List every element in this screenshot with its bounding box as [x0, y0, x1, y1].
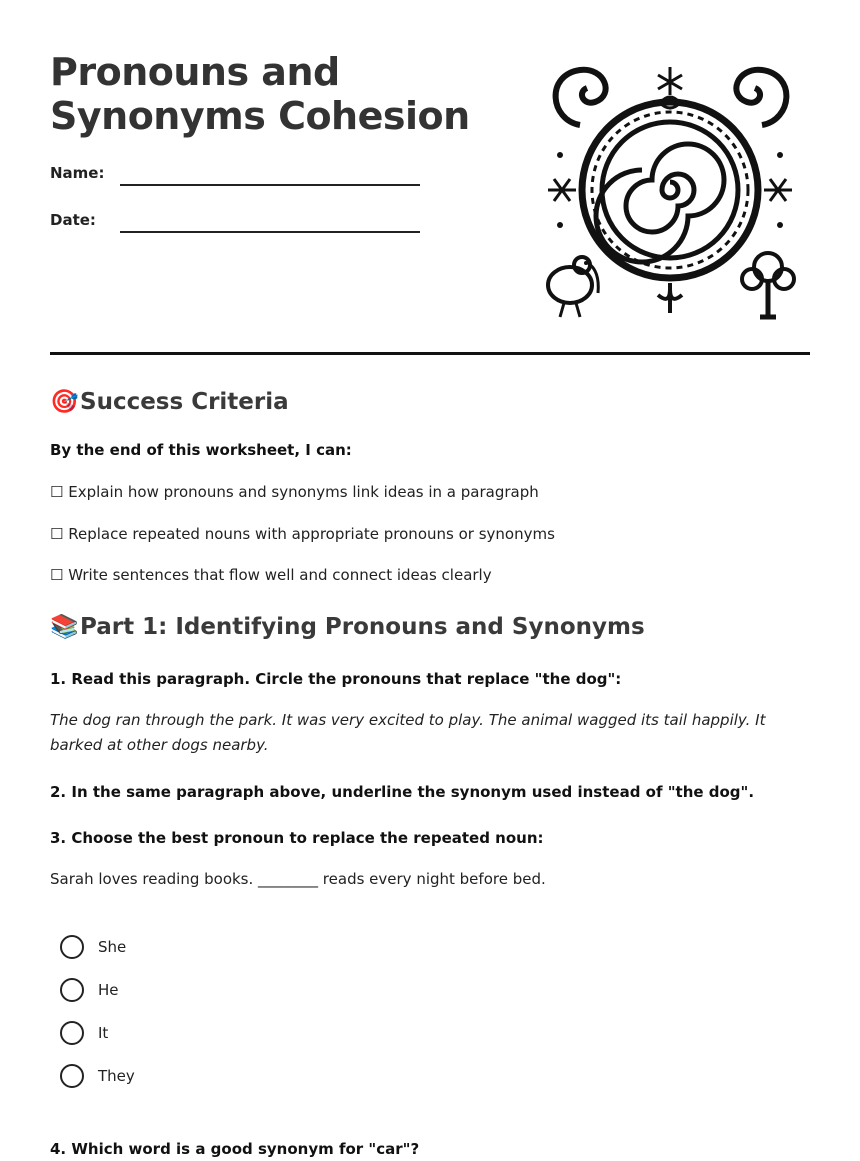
option-they[interactable]	[60, 1064, 135, 1088]
criteria-item-3[interactable]: ☐ Write sentences that flow well and connect ideas clearly	[50, 566, 492, 584]
option-it[interactable]	[60, 1021, 108, 1045]
option-label: He	[98, 981, 119, 999]
page-title: Pronouns and Synonyms Cohesion	[50, 50, 470, 138]
success-criteria-heading	[50, 388, 289, 415]
question-3: 3. Choose the best pronoun to replace the repeated noun:	[50, 829, 544, 847]
criteria-item-2[interactable]: ☐ Replace repeated nouns with appropriate pronouns or synonyms	[50, 525, 555, 543]
option-she[interactable]	[60, 935, 126, 959]
question-3-sentence: Sarah loves reading books. ________ reads every night before bed.	[50, 870, 546, 888]
question-4: 4. Which word is a good synonym for "car"?	[50, 1140, 420, 1158]
question-1-paragraph: The dog ran through the park. It was very excited to play. The animal wagged its tail happily. It barked at other dogs nearby.	[50, 711, 766, 754]
radio-button[interactable]	[60, 935, 84, 959]
question-1: 1. Read this paragraph. Circle the pronouns that replace "the dog":	[50, 670, 622, 688]
radio-button[interactable]	[60, 1021, 84, 1045]
success-criteria-title: Success Criteria	[80, 389, 289, 415]
part1-heading	[50, 613, 645, 640]
date-line[interactable]	[120, 231, 420, 233]
success-intro: By the end of this worksheet, I can:	[50, 441, 352, 459]
name-field	[50, 164, 120, 182]
date-field	[50, 211, 120, 229]
name-label: Name:	[50, 164, 105, 182]
target-icon: 🎯	[50, 389, 79, 415]
option-label: It	[98, 1024, 109, 1042]
books-icon: 📚	[50, 614, 79, 640]
option-he[interactable]	[60, 978, 119, 1002]
name-line[interactable]	[120, 184, 420, 186]
worksheet-page	[50, 0, 810, 355]
part1-title: Part 1: Identifying Pronouns and Synonyms	[80, 614, 645, 640]
date-label: Date:	[50, 211, 96, 229]
maori-koru-emblem-icon	[540, 55, 810, 325]
worksheet-header	[50, 0, 810, 355]
radio-button[interactable]	[60, 978, 84, 1002]
criteria-item-1[interactable]: ☐ Explain how pronouns and synonyms link ideas in a paragraph	[50, 483, 539, 501]
option-label: They	[98, 1067, 135, 1085]
option-label: She	[98, 938, 127, 956]
question-2: 2. In the same paragraph above, underline the synonym used instead of "the dog".	[50, 783, 755, 801]
radio-button[interactable]	[60, 1064, 84, 1088]
